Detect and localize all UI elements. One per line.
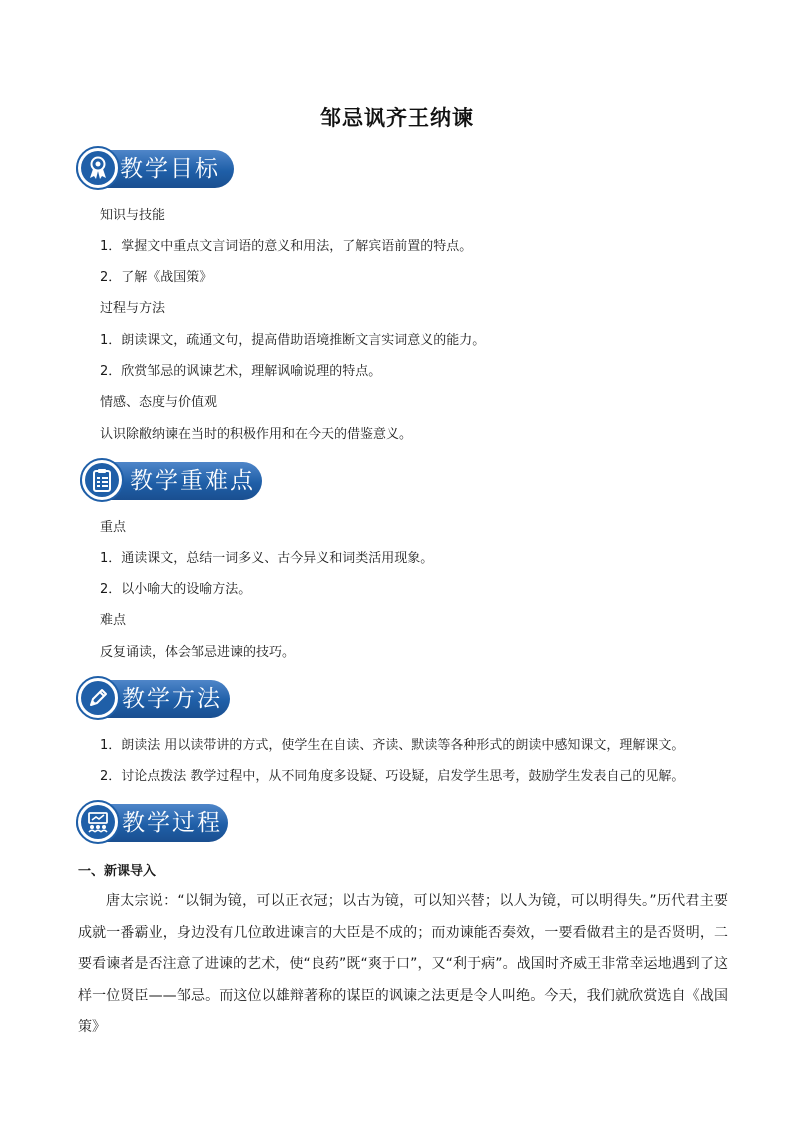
presentation-board-icon xyxy=(76,800,120,844)
objective-line: 2．欣赏邹忌的讽谏艺术，理解讽喻说理的特点。 xyxy=(100,364,382,379)
document-title: 邹忌讽齐王纳谏 xyxy=(320,105,474,130)
keypoint-line: 1．通读课文，总结一词多义、古今异义和词类活用现象。 xyxy=(100,551,434,566)
objective-line: 2．了解《战国策》 xyxy=(100,270,213,285)
clipboard-checklist-icon xyxy=(80,458,124,502)
section-heading-objectives: 教学目标 xyxy=(120,156,220,182)
objective-line: 1．掌握文中重点文言词语的意义和用法，了解宾语前置的特点。 xyxy=(100,239,473,254)
section-heading-methods: 教学方法 xyxy=(122,686,222,712)
intro-paragraph: 唐太宗说：“以铜为镜，可以正衣冠；以古为镜，可以知兴替；以人为镜，可以明得失。”历代君主要成就一番霸业，身边没有几位敢进谏言的大臣是不成的；而劝谏能否奏效，一要看做君主的是否贤明，二要看谏者是否注意了进谏的艺术，使“良药”既“爽于口”，又“利于病”。战国时齐威王非常幸运地遇到了这样一位贤臣——邹忌。而这位以雄辩著称的谋臣的讽谏之法更是令人叫绝。今天，我们就欣赏选自《战国策》 xyxy=(78,893,728,1035)
section-heading-keypoints: 教学重难点 xyxy=(130,468,255,494)
objective-line: 过程与方法 xyxy=(100,301,166,316)
method-line: 2．讨论点拨法 教学过程中，从不同角度多设疑、巧设疑，启发学生思考，鼓励学生发表自己的见解。 xyxy=(100,769,685,784)
section-banner-process xyxy=(76,800,228,846)
process-subheading: 一、新课导入 xyxy=(78,864,157,879)
objective-line: 知识与技能 xyxy=(100,208,166,223)
section-banner-objectives xyxy=(76,146,234,192)
keypoint-line: 反复诵读，体会邹忌进谏的技巧。 xyxy=(100,645,296,660)
section-heading-process: 教学过程 xyxy=(122,810,222,836)
keypoint-line: 难点 xyxy=(100,613,127,628)
keypoint-line: 重点 xyxy=(100,520,127,535)
award-ribbon-icon xyxy=(76,146,120,190)
method-line: 1．朗读法 用以读带讲的方式，使学生在自读、齐读、默读等各种形式的朗读中感知课文，理解课文。 xyxy=(100,738,685,753)
objective-line: 认识除敝纳谏在当时的积极作用和在今天的借鉴意义。 xyxy=(100,427,413,442)
objective-line: 情感、态度与价值观 xyxy=(100,395,218,410)
section-banner-keypoints xyxy=(80,458,262,504)
keypoint-line: 2．以小喻大的设喻方法。 xyxy=(100,582,252,597)
objective-line: 1．朗读课文，疏通文句，提高借助语境推断文言实词意义的能力。 xyxy=(100,333,486,348)
pencil-icon xyxy=(76,676,120,720)
section-banner-methods xyxy=(76,676,230,722)
